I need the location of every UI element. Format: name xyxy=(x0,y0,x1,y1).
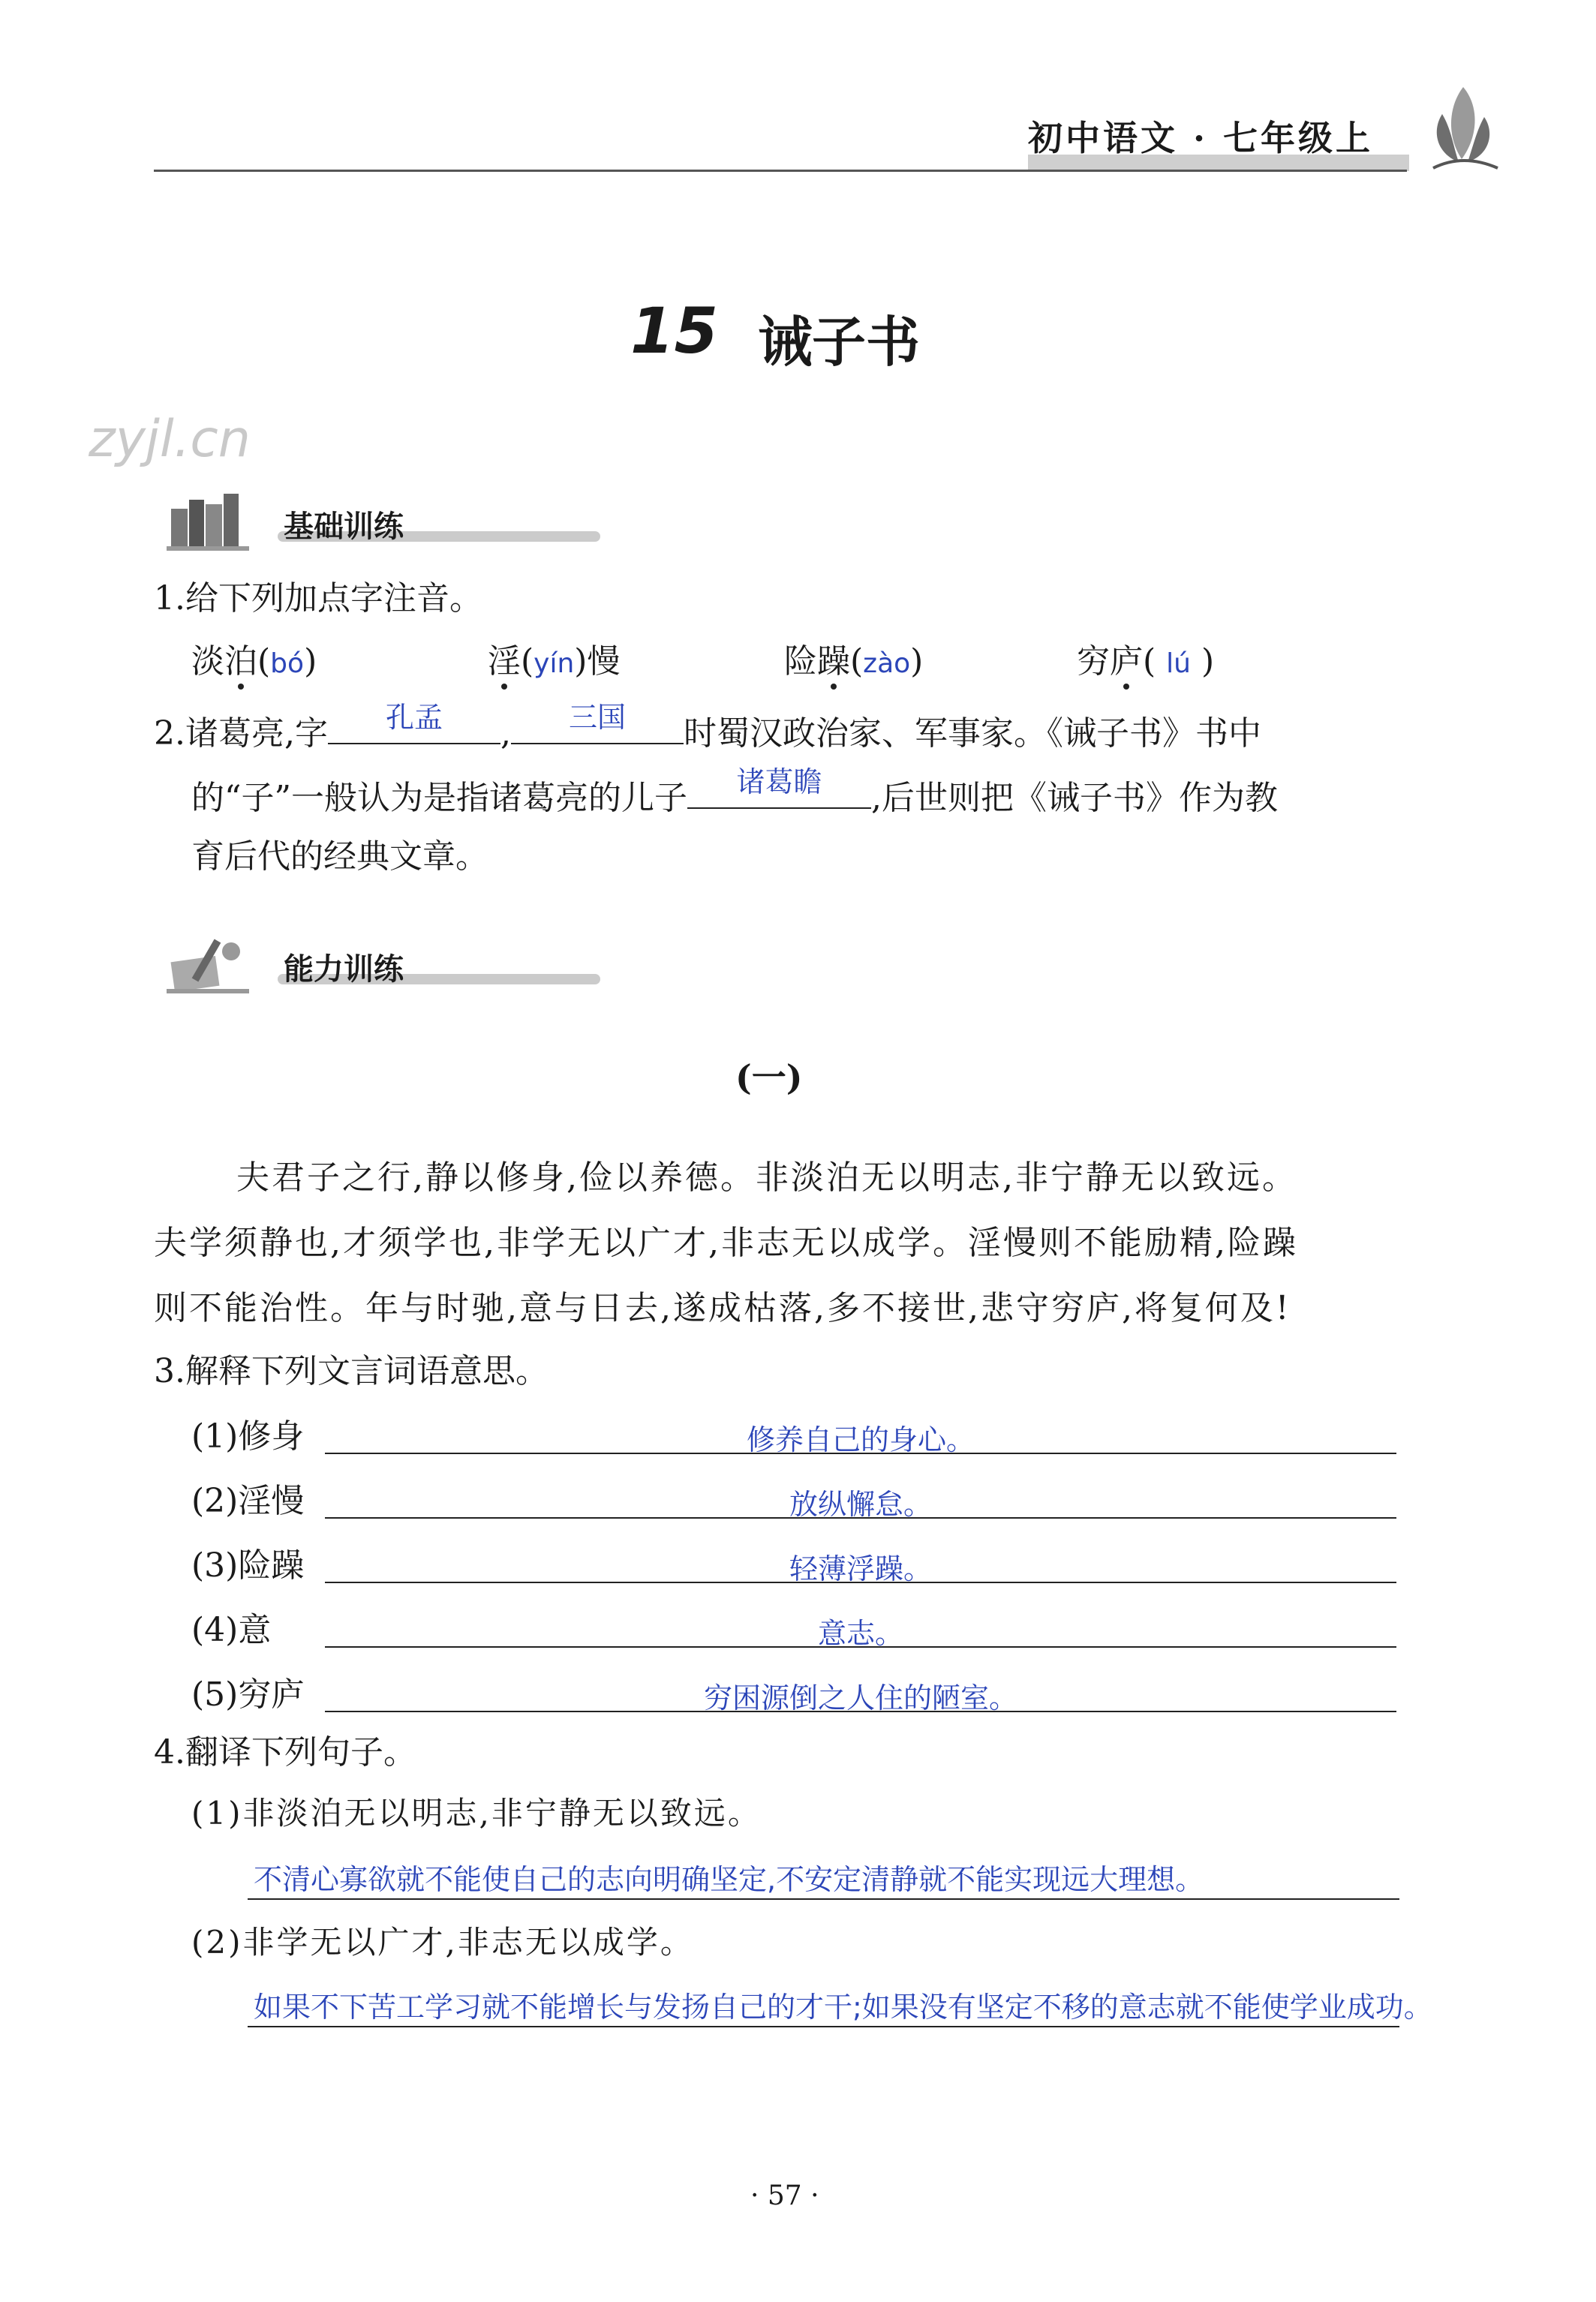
q4-prompt: 4.翻译下列句子。 xyxy=(154,1733,416,1772)
answer-text: 放纵懈怠。 xyxy=(789,1488,932,1521)
answer-blank[interactable]: 孔孟 xyxy=(328,708,500,744)
q2-line2: 的“子”一般认为是指诸葛亮的儿子 诸葛瞻 ,后世则把《诫子书》作为教 xyxy=(191,765,1278,817)
q3-item: (2)淫慢 放纵懈怠。 xyxy=(191,1474,1399,1538)
q4-sentence: (1)非淡泊无以明志,非宁静无以致远。 xyxy=(191,1795,762,1832)
watermark: zyjl.cn xyxy=(89,410,251,469)
q3-item: (1)修身 修养自己的身心。 xyxy=(191,1409,1399,1474)
q2-line1: 2.诸葛亮,字 孔孟 , 三国 时蜀汉政治家、军事家。《诫子书》书中 xyxy=(154,701,1261,753)
books-icon xyxy=(165,486,255,554)
passage-line: 夫学须静也,才须学也,非学无以广才,非志无以成学。淫慢则不能励精,险躁 xyxy=(154,1224,1298,1262)
answer-text: 穷困源倒之人住的陋室。 xyxy=(703,1681,1017,1714)
section-label: 基础训练 xyxy=(284,509,404,544)
answer-text: 修养自己的身心。 xyxy=(746,1423,975,1456)
header-rule xyxy=(154,170,1407,172)
section-label: 能力训练 xyxy=(284,951,404,987)
q4-sentence: (2)非学无以广才,非志无以成学。 xyxy=(191,1924,694,1961)
answer-text: 意志。 xyxy=(817,1617,903,1650)
header-title: 初中语文 · 七年级上 xyxy=(1028,118,1374,158)
q4-answer: 不清心寡欲就不能使自己的志向明确坚定,不安定清静就不能实现远大理想。 xyxy=(254,1863,1204,1896)
passage-line: 夫君子之行,静以修身,俭以养德。非淡泊无以明志,非宁静无以致远。 xyxy=(236,1159,1297,1197)
q1-item: 淫(yín)慢 xyxy=(488,642,621,681)
leaf-logo-icon xyxy=(1426,84,1501,173)
passage-heading: (一) xyxy=(735,1057,803,1098)
answer-blank[interactable]: 诸葛瞻 xyxy=(687,773,871,809)
q1-item: 淡泊(bó) xyxy=(191,642,317,681)
passage-line: 则不能治性。年与时驰,意与日去,遂成枯落,多不接世,悲守穷庐,将复何及! xyxy=(154,1289,1291,1327)
q3-item: (4)意 意志。 xyxy=(191,1603,1399,1667)
section-ability xyxy=(165,929,615,996)
q1-item: 险躁(zào) xyxy=(784,642,924,681)
lesson-title: 诫子书 xyxy=(758,310,921,374)
q1-prompt: 1.给下列加点字注音。 xyxy=(154,579,482,618)
q1-item: 穷庐( lú ) xyxy=(1077,642,1215,681)
q3-prompt: 3.解释下列文言词语意思。 xyxy=(154,1352,549,1390)
answer-blank[interactable]: 三国 xyxy=(511,708,684,744)
answer-line[interactable] xyxy=(248,1898,1399,1900)
page-number: · 57 · xyxy=(750,2180,819,2211)
q3-list xyxy=(191,1409,1399,1732)
lesson-number: 15 xyxy=(630,294,718,368)
q4-answer: 如果不下苦工学习就不能增长与发扬自己的才干;如果没有坚定不移的意志就不能使学业成功。 xyxy=(254,1991,1432,2024)
q3-item: (5)穷庐 穷困源倒之人住的陋室。 xyxy=(191,1667,1399,1732)
passage xyxy=(154,1145,1414,1341)
pencil-book-icon xyxy=(165,929,255,996)
answer-line[interactable] xyxy=(248,2026,1399,2027)
q2-line3: 育后代的经典文章。 xyxy=(191,837,488,876)
answer-text: 轻薄浮躁。 xyxy=(789,1552,932,1585)
q3-item: (3)险躁 轻薄浮躁。 xyxy=(191,1538,1399,1603)
section-basic xyxy=(165,486,615,554)
